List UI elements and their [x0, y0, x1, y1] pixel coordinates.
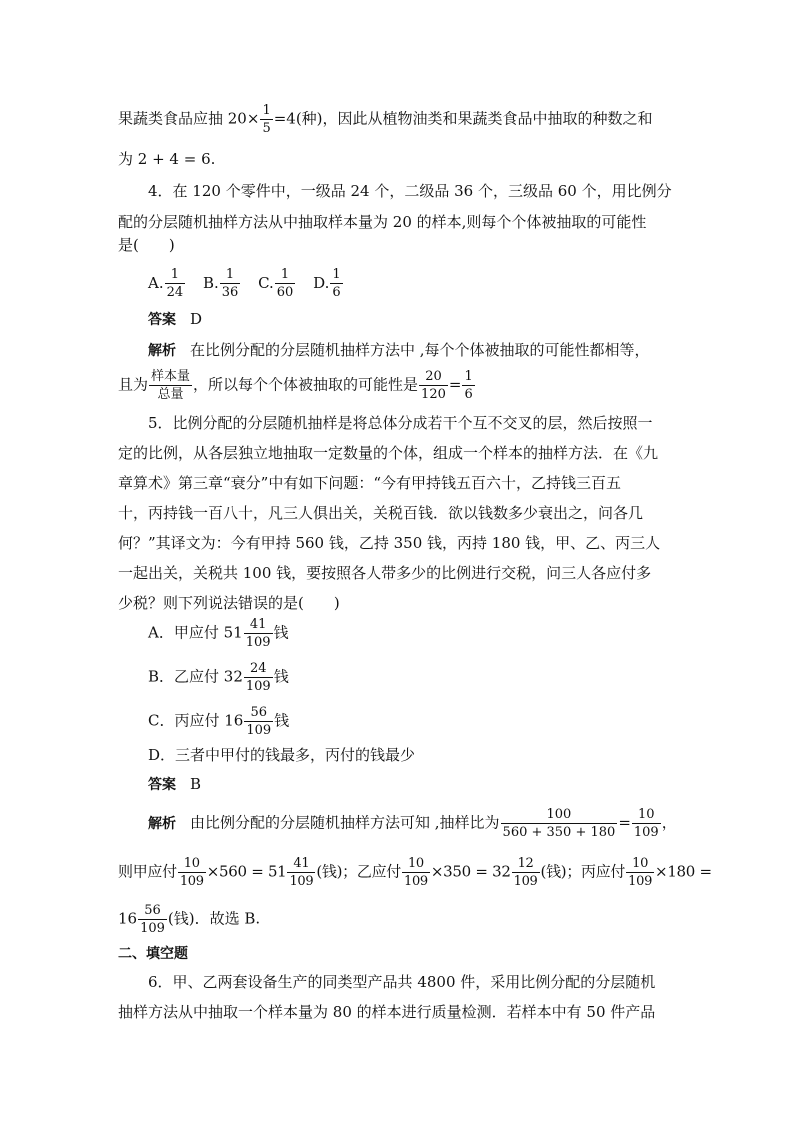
answer-value: B — [190, 775, 202, 793]
q4-option-c: C. $\frac{1}{60}$ — [258, 267, 294, 300]
q5-stem-line-6: 一起出关，关税共 100 钱，要按照各人带多少的比例进行交税，问三人各应付多 — [118, 564, 652, 582]
fraction: $\frac{1}{6}$ — [464, 369, 473, 402]
q5-stem-line-7: 少税？则下列说法错误的是( ) — [118, 594, 340, 612]
answer-value: D — [190, 310, 203, 328]
fraction: $\frac{\text{样本量}}{\text{总量}}$ — [151, 369, 191, 402]
analysis-label: 解析 — [148, 343, 176, 359]
answer-label: 答案 — [148, 777, 176, 793]
answer-label: 答案 — [148, 312, 176, 328]
fraction: $\frac{1}{5}$ — [262, 103, 271, 136]
q5-option-b: B．乙应付 32 $\frac{24}{109}$ 钱 — [148, 661, 289, 694]
q5-stem-line-1: 5．比例分配的分层随机抽样是将总体分成若干个互不交叉的层，然后按照一 — [148, 414, 653, 432]
q6-stem-line-1: 6．甲、乙两套设备生产的同类型产品共 4800 件，采用比例分配的分层随机 — [148, 973, 656, 991]
q4-answer — [148, 308, 684, 331]
fraction: $\frac{10}{109}$ — [633, 807, 659, 840]
text-segment: 果蔬类食品应抽 20× — [118, 109, 260, 128]
q5-analysis-line-3: 16 $\frac{56}{109}$ (钱)．故选 B. — [118, 903, 261, 936]
q5-stem-line-4: 十，丙持钱一百八十，凡三人俱出关，关税百钱．欲以钱数多少衰出之，问各几 — [118, 504, 644, 522]
q4-stem-line-1: 4．在 120 个零件中，一级品 24 个，二级品 36 个，三级品 60 个，用比例分 — [148, 182, 672, 200]
q4-analysis-line-2: 且为 $\frac{\text{样本量}}{\text{总量}}$ ，所以每个个体被抽取的可能性是 $\frac{20}{120}$ = $\frac{1}{6}$ — [118, 369, 473, 402]
q4-options — [148, 268, 684, 299]
continuation-line-1 — [118, 104, 684, 135]
continuation-line-2: 为 2 + 4 = 6. — [118, 150, 216, 168]
fraction: $\frac{20}{120}$ — [421, 369, 446, 402]
q4-stem-line-3: 是( ) — [118, 236, 175, 254]
q4-option-d: D. $\frac{1}{6}$ — [313, 267, 341, 300]
q4-option-a: A. $\frac{1}{24}$ — [148, 267, 184, 300]
q4-stem-line-2: 配的分层随机抽样方法从中抽取样本量为 20 的样本,则每个个体被抽取的可能性 — [118, 213, 647, 231]
q6-stem-line-2: 抽样方法从中抽取一个样本量为 80 的样本进行质量检测．若样本中有 50 件产品 — [118, 1003, 656, 1021]
q5-answer — [148, 773, 684, 796]
fraction: $\frac{100}{560 + 350 + 180}$ — [502, 807, 616, 840]
analysis-label: 解析 — [148, 815, 176, 832]
q5-stem-line-3: 章算术》第三章“衰分”中有如下问题：“今有甲持钱五百六十，乙持钱三百五 — [118, 474, 622, 492]
q5-analysis-line-2: 则甲应付 $\frac{10}{109}$ ×560 = 51 $\frac{41}{109}$ (钱)；乙应付 $\frac{10}{109}$ ×350 = 32 $\frac{12}{109}$ (钱)；丙应付 $\frac{10}{109}$ ×180 = — [118, 856, 712, 889]
q4-analysis-line-1: 解析 在比例分配的分层随机抽样方法中 ,每个个体被抽取的可能性都相等， — [148, 341, 650, 359]
q5-stem-line-5: 何？”其译文为：今有甲持 560 钱，乙持 350 钱，丙持 180 钱，甲、乙、丙三人 — [118, 534, 661, 552]
text-segment: =4(种)，因此从植物油类和果蔬类食品中抽取的种数之和 — [273, 109, 653, 128]
q4-option-b: B. $\frac{1}{36}$ — [202, 267, 239, 300]
q5-option-a: A．甲应付 51 $\frac{41}{109}$ 钱 — [148, 617, 289, 650]
q5-option-d: D．三者中甲付的钱最多，丙付的钱最少 — [148, 746, 416, 764]
q5-option-c: C．丙应付 16 $\frac{56}{109}$ 钱 — [148, 705, 290, 738]
section-title: 二、填空题 — [118, 946, 188, 962]
q5-stem-line-2: 定的比例，从各层独立地抽取一定数量的个体，组成一个样本的抽样方法．在《九 — [118, 444, 659, 462]
q5-analysis-line-1: 解析 由比例分配的分层随机抽样方法可知 ,抽样比为 $\frac{100}{560 + 350 + 180}$ = $\frac{10}{109}$ ， — [148, 807, 677, 840]
